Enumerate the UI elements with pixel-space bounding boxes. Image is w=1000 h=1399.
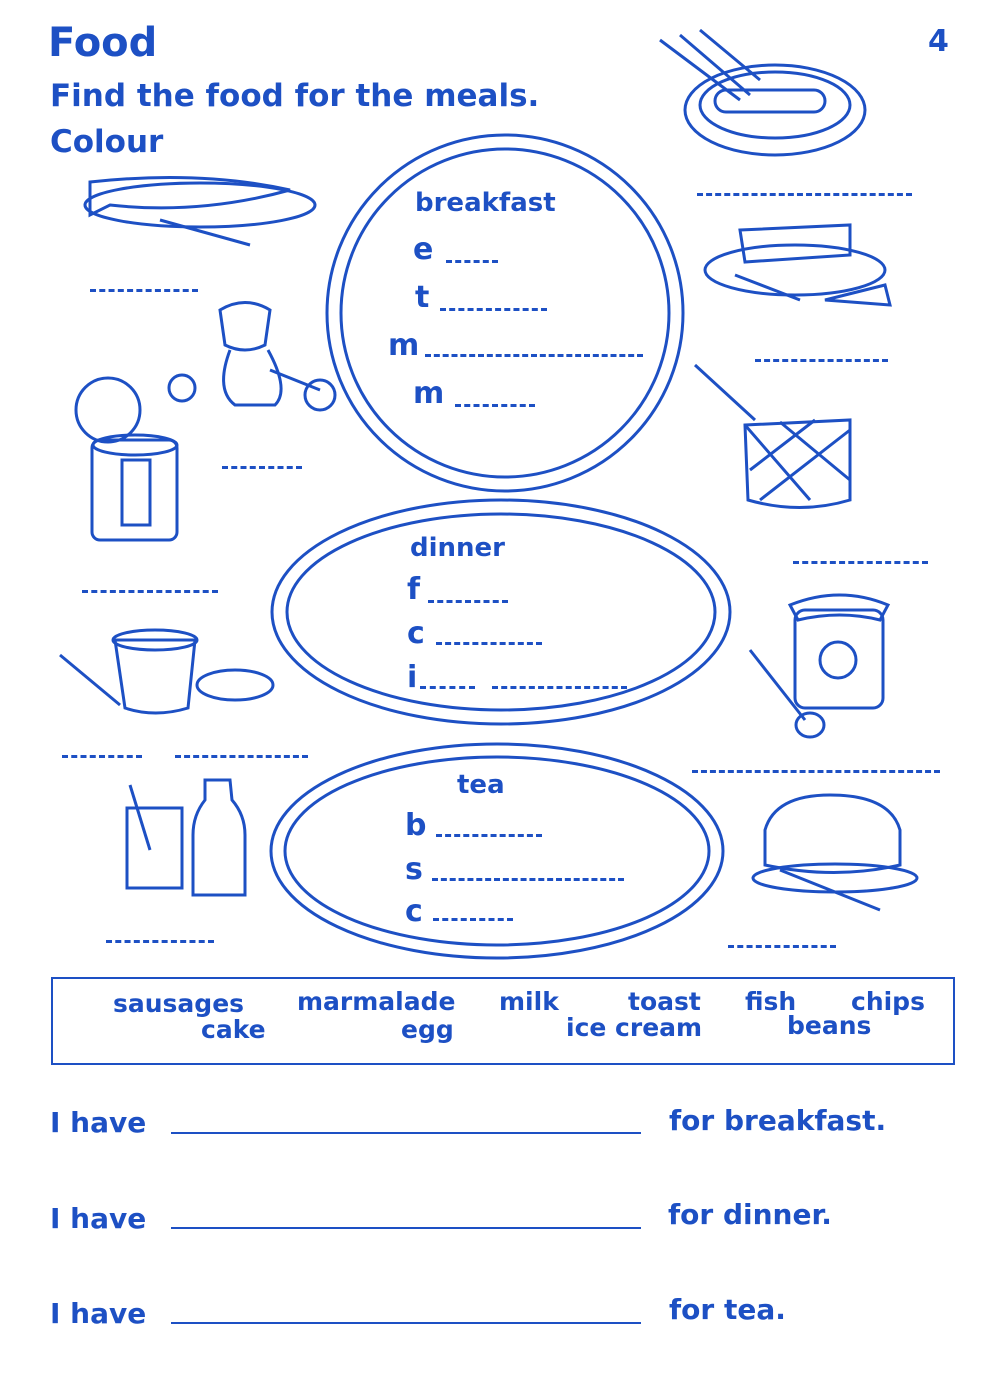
word: sausages: [113, 989, 245, 1018]
milk-icon: [127, 780, 245, 895]
answer-blank-fish[interactable]: [90, 289, 198, 292]
instruction-colour: Colour: [50, 124, 164, 160]
breakfast-letter: m: [388, 328, 420, 363]
word: milk: [499, 987, 559, 1016]
word: marmalade: [297, 987, 456, 1016]
breakfast-blank[interactable]: [425, 354, 643, 357]
marmalade-icon: [750, 595, 888, 737]
answer-blank-cake[interactable]: [728, 945, 836, 948]
sentence-end: for breakfast.: [669, 1104, 887, 1137]
dinner-letter: f: [407, 572, 421, 607]
word: fish: [745, 987, 797, 1016]
tea-label: tea: [457, 770, 505, 800]
toast-icon: [705, 225, 890, 305]
tea-letter: b: [405, 808, 427, 843]
sentence-start: I have: [50, 1297, 147, 1330]
dinner-blank[interactable]: [428, 600, 508, 603]
word: chips: [851, 987, 925, 1016]
page-title: Food: [48, 20, 158, 66]
chips-icon: [695, 365, 850, 508]
breakfast-label: breakfast: [415, 188, 556, 218]
breakfast-letter: m: [413, 376, 445, 411]
sentence-start: I have: [50, 1106, 147, 1139]
tea-blank[interactable]: [432, 878, 624, 881]
ice-cream-icon: [60, 630, 273, 713]
dinner-blank[interactable]: [492, 686, 627, 689]
dinner-letter: i: [407, 660, 418, 695]
sentence-answer-line[interactable]: [171, 1132, 641, 1134]
breakfast-letter: e: [413, 232, 434, 267]
answer-blank-sausages[interactable]: [697, 193, 912, 196]
word: cake: [201, 1015, 266, 1044]
dinner-blank[interactable]: [436, 642, 542, 645]
answer-blank-beans[interactable]: [82, 590, 218, 593]
word-bank: [51, 977, 955, 1065]
dinner-letter: c: [407, 616, 425, 651]
answer-blank-toast[interactable]: [755, 359, 888, 362]
egg-icon: [169, 303, 335, 411]
sentence-answer-line[interactable]: [171, 1322, 641, 1324]
beans-icon: [76, 378, 177, 540]
instruction: Find the food for the meals.: [50, 78, 540, 114]
tea-letter: c: [405, 894, 423, 929]
word: ice cream: [566, 1013, 703, 1042]
answer-blank-milk[interactable]: [106, 940, 214, 943]
breakfast-blank[interactable]: [440, 308, 547, 311]
answer-blank-marmalade[interactable]: [692, 770, 940, 773]
sentence-answer-line[interactable]: [171, 1227, 641, 1229]
sausages-icon: [660, 30, 865, 155]
sentence-start: I have: [50, 1202, 147, 1235]
page-number: 4: [928, 24, 949, 59]
answer-blank-ice[interactable]: [62, 755, 142, 758]
breakfast-blank[interactable]: [446, 260, 498, 263]
tea-blank[interactable]: [436, 834, 542, 837]
tea-blank[interactable]: [433, 918, 513, 921]
breakfast-letter: t: [415, 280, 430, 315]
tea-letter: s: [405, 852, 423, 887]
answer-blank-egg[interactable]: [222, 466, 302, 469]
word: egg: [401, 1015, 454, 1044]
answer-blank-cream[interactable]: [175, 755, 308, 758]
dinner-blank[interactable]: [420, 686, 475, 689]
word: beans: [787, 1011, 872, 1040]
dinner-label: dinner: [410, 533, 505, 563]
cake-icon: [753, 795, 917, 910]
word: toast: [628, 987, 701, 1016]
sentence-end: for tea.: [669, 1293, 786, 1326]
breakfast-blank[interactable]: [455, 404, 535, 407]
answer-blank-chips[interactable]: [793, 561, 928, 564]
fish-icon: [85, 178, 315, 246]
sentence-end: for dinner.: [668, 1198, 832, 1231]
